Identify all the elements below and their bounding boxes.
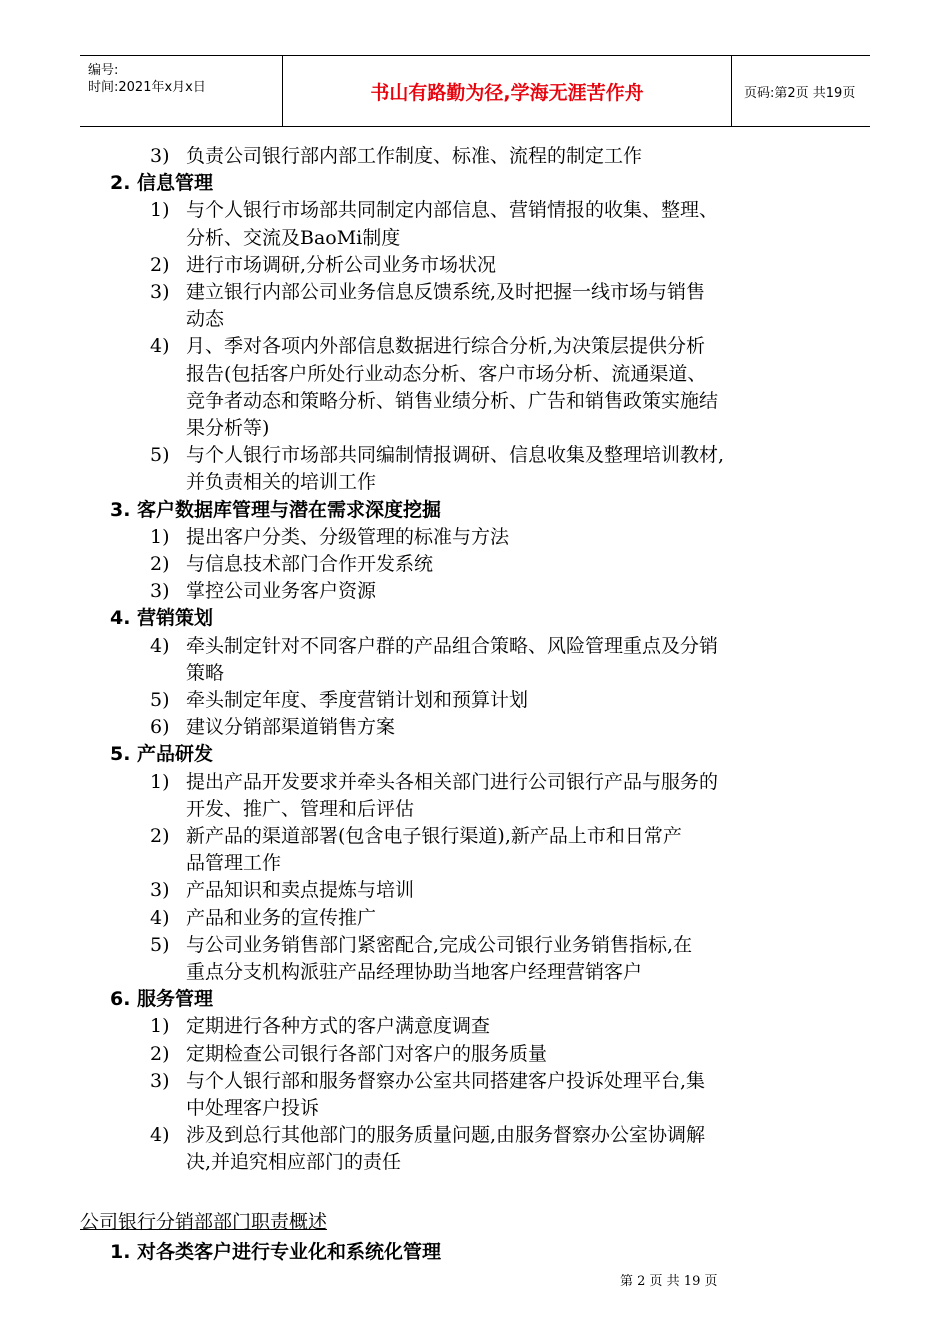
list-item-text: 建立银行内部公司业务信息反馈系统,及时把握一线市场与销售 — [186, 281, 706, 303]
section-heading: 4. 营销策划 — [110, 607, 214, 630]
list-item — [150, 822, 682, 850]
list-item-text: 牵头制定年度、季度营销计划和预算计划 — [186, 689, 529, 711]
list-item — [150, 1012, 490, 1040]
section-heading: 3. 客户数据库管理与潜在需求深度挖掘 — [110, 498, 442, 521]
list-item-text: 牵头制定针对不同客户群的产品组合策略、风险管理重点及分销 — [186, 634, 719, 657]
list-item — [150, 142, 642, 170]
list-item — [150, 768, 718, 796]
list-item-text: 提出产品开发要求并牵头各相关部门进行公司银行产品与服务的 — [186, 770, 719, 793]
list-item-continuation: 并负责相关的培训工作 — [186, 471, 377, 494]
list-item-number: 4) — [150, 335, 170, 358]
list-item-number: 4) — [150, 634, 170, 657]
list-item — [150, 1067, 705, 1095]
list-item-text: 产品和业务的宣传推广 — [186, 906, 377, 929]
header-page-code: 页码:第2页 共19页 — [744, 85, 856, 101]
list-item-number: 1) — [150, 525, 170, 548]
section-heading: 5. 产品研发 — [110, 743, 214, 766]
list-item-text: 月、季对各项内外部信息数据进行综合分析,为决策层提供分析 — [186, 335, 706, 358]
list-item-number: 2) — [150, 825, 170, 847]
list-item-text: 与信息技术部门合作开发系统 — [186, 553, 434, 575]
list-item-number: 3) — [150, 580, 170, 603]
list-item-number: 1) — [150, 770, 170, 793]
list-item-continuation: 中处理客户投诉 — [186, 1097, 320, 1119]
list-item-text: 与个人银行部和服务督察办公室共同搭建客户投诉处理平台,集 — [186, 1069, 706, 1092]
list-item — [150, 196, 718, 224]
section-heading: 2. 信息管理 — [110, 172, 214, 195]
list-item — [150, 713, 395, 741]
list-item-number: 3) — [150, 879, 170, 902]
list-item-continuation: 决,并追究相应部门的责任 — [186, 1151, 402, 1174]
list-item-text: 提出客户分类、分级管理的标准与方法 — [186, 525, 510, 548]
list-item-text: 与个人银行市场部共同编制情报调研、信息收集及整理培训教材, — [186, 444, 725, 467]
header-meta — [80, 56, 282, 126]
list-item — [150, 904, 376, 932]
list-item-continuation: 报告(包括客户所处行业动态分析、客户市场分析、流通渠道、 — [186, 362, 707, 385]
list-item — [150, 251, 496, 279]
list-item — [150, 577, 376, 605]
list-item — [150, 523, 509, 551]
list-item-number: 5) — [150, 933, 170, 956]
list-item-number: 4) — [150, 1124, 170, 1147]
list-item-text: 进行市场调研,分析公司业务市场状况 — [186, 253, 497, 276]
list-item-text: 负责公司银行部内部工作制度、标准、流程的制定工作 — [186, 145, 643, 167]
list-item-text: 与个人银行市场部共同制定内部信息、营销情报的收集、整理、 — [186, 199, 719, 222]
list-item-continuation: 果分析等) — [186, 417, 270, 439]
list-item — [150, 632, 718, 660]
list-item-number: 6) — [150, 716, 170, 739]
page-header — [80, 55, 870, 127]
list-item-number: 5) — [150, 689, 170, 711]
chapter-title: 公司银行分销部部门职责概述 — [80, 1210, 328, 1233]
list-item-continuation: 开发、推广、管理和后评估 — [186, 797, 415, 820]
list-item — [150, 931, 692, 959]
list-item-text: 新产品的渠道部署(包含电子银行渠道),新产品上市和日常产 — [186, 825, 682, 847]
document-time-label: 时间:2021年x月x日 — [88, 80, 206, 95]
list-item — [150, 550, 433, 578]
list-item-number: 2) — [150, 553, 170, 575]
list-item-text: 定期检查公司银行各部门对客户的服务质量 — [186, 1042, 548, 1065]
list-item — [150, 1121, 705, 1149]
list-item-text: 与公司业务销售部门紧密配合,完成公司银行业务销售指标,在 — [186, 933, 693, 956]
list-item-text: 掌控公司业务客户资源 — [186, 580, 377, 603]
list-item-number: 2) — [150, 1042, 170, 1065]
list-item-continuation: 策略 — [186, 661, 225, 684]
header-motto: 书山有路勤为径,学海无涯苦作舟 — [282, 56, 732, 126]
list-item-number: 3) — [150, 1069, 170, 1092]
list-item-text: 建议分销部渠道销售方案 — [186, 716, 396, 739]
list-item-continuation: 品管理工作 — [186, 852, 282, 875]
page-footer: 第 2 页 共 19 页 — [620, 1274, 718, 1289]
list-item-continuation: 重点分支机构派驻产品经理协助当地客户经理营销客户 — [186, 961, 643, 983]
list-item-number: 5) — [150, 444, 170, 467]
list-item-number: 1) — [150, 1015, 170, 1038]
list-item-text: 涉及到总行其他部门的服务质量问题,由服务督察办公室协调解 — [186, 1124, 706, 1147]
section-heading: 6. 服务管理 — [110, 988, 214, 1011]
list-item-text: 产品知识和卖点提炼与培训 — [186, 879, 415, 902]
list-item-continuation: 分析、交流及BaoMi制度 — [186, 226, 401, 249]
list-item — [150, 332, 705, 360]
list-item-number: 2) — [150, 253, 170, 276]
document-number-label: 编号: — [88, 63, 119, 78]
list-item — [150, 876, 414, 904]
list-item-text: 定期进行各种方式的客户满意度调查 — [186, 1015, 491, 1038]
list-item-number: 3) — [150, 281, 170, 303]
list-item — [150, 1040, 547, 1068]
list-item-continuation: 动态 — [186, 308, 225, 331]
list-item-continuation: 竞争者动态和策略分析、销售业绩分析、广告和销售政策实施结 — [186, 389, 719, 412]
list-item-number: 3) — [150, 145, 170, 167]
list-item-number: 4) — [150, 906, 170, 929]
list-item — [150, 686, 528, 714]
list-item-number: 1) — [150, 199, 170, 222]
section-heading: 1. 对各类客户进行专业化和系统化管理 — [110, 1240, 442, 1263]
list-item — [150, 278, 705, 306]
list-item — [150, 441, 724, 469]
